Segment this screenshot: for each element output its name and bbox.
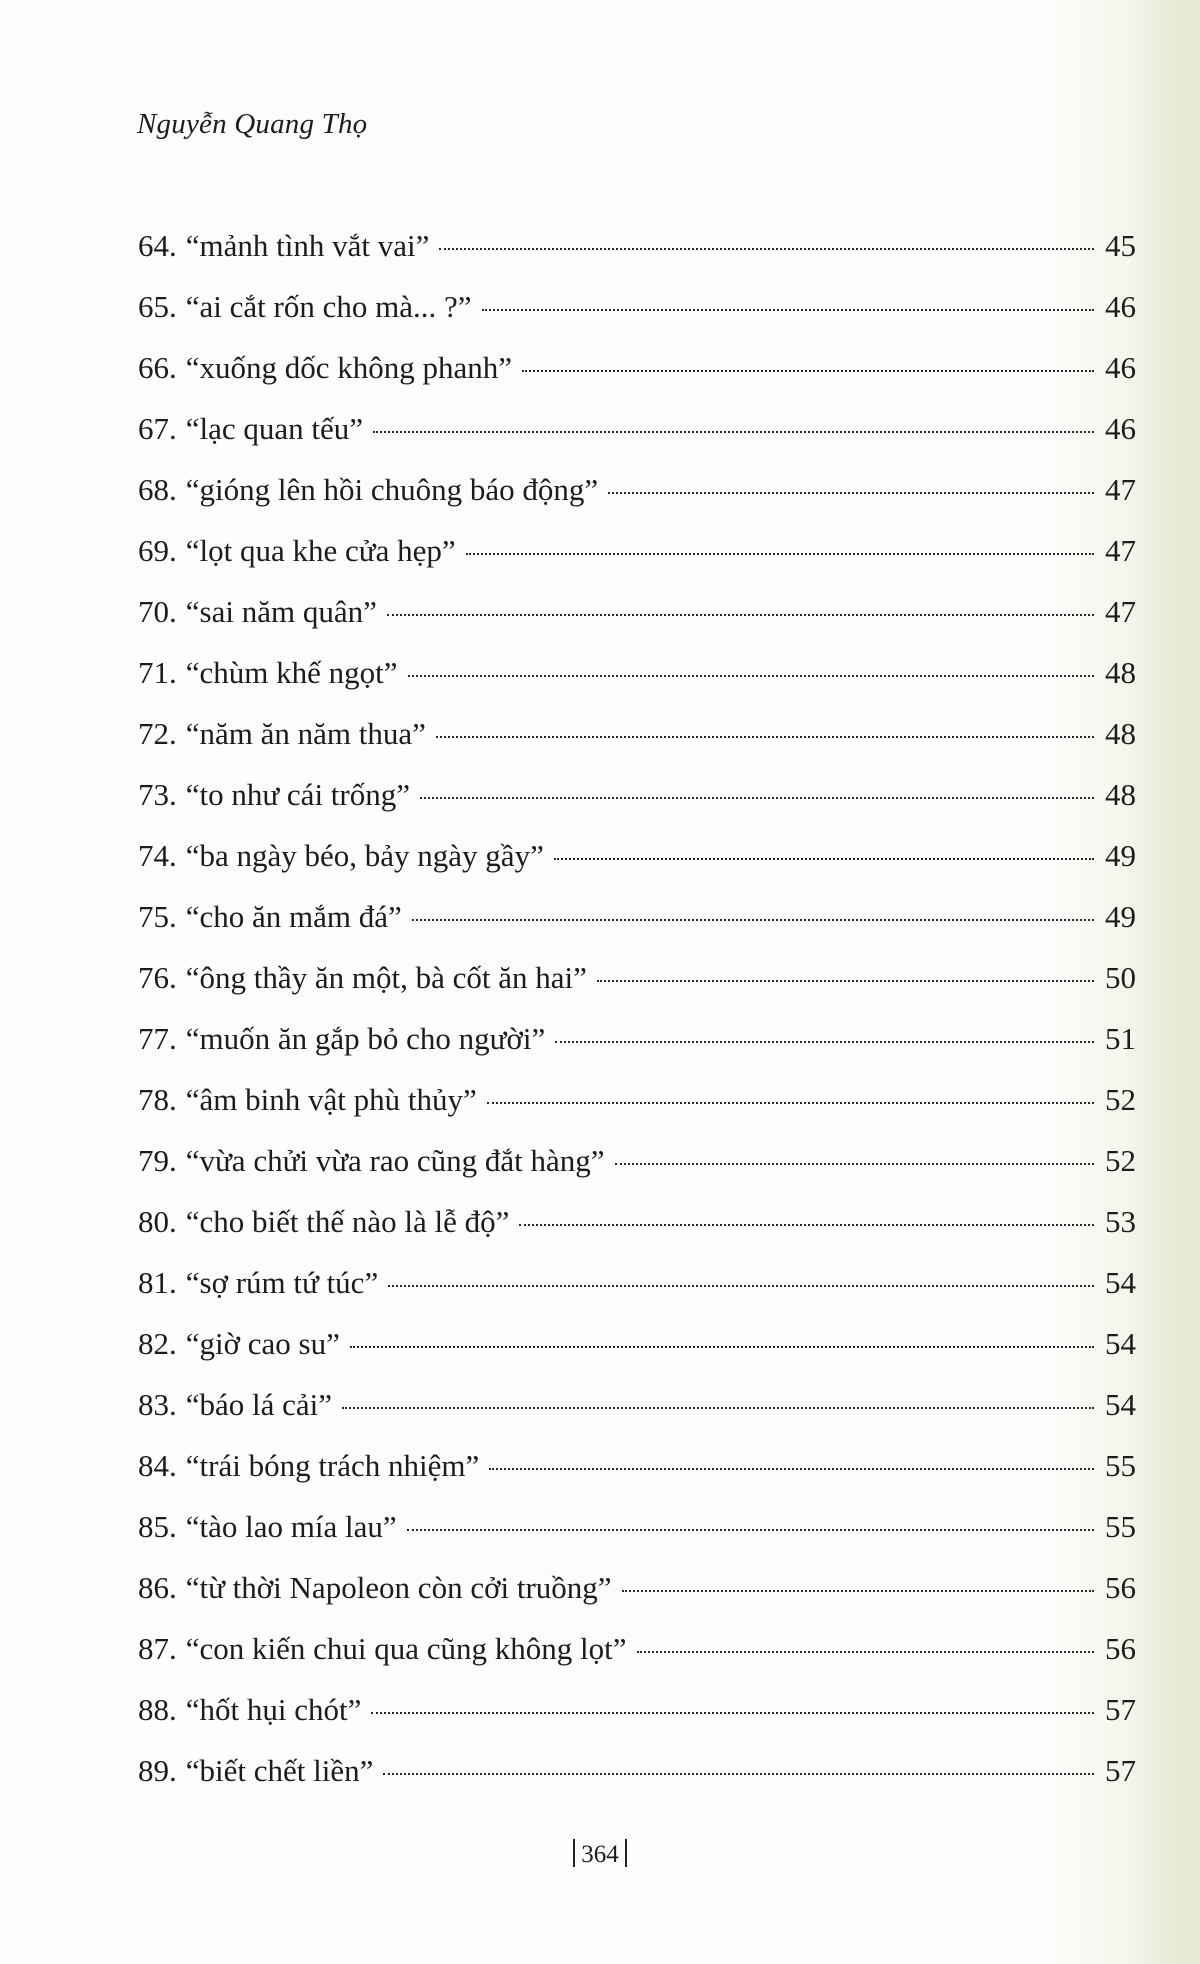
toc-entry-title: “hốt hụi chót” [185, 1692, 362, 1727]
toc-entry [138, 1008, 1136, 1069]
toc-entry-number: 79. [138, 1143, 177, 1178]
toc-entry-page: 54 [1105, 1387, 1136, 1422]
toc-entry-page: 45 [1105, 228, 1136, 263]
dot-leader [420, 797, 1094, 799]
toc-entry-title: “giờ cao su” [185, 1326, 340, 1361]
toc-entry-title: “ba ngày béo, bảy ngày gầy” [185, 838, 544, 873]
dot-leader [555, 1041, 1094, 1043]
toc-entry-title: “to như cái trống” [185, 777, 411, 812]
dot-leader [482, 309, 1095, 311]
toc-entry-page: 54 [1105, 1326, 1136, 1361]
toc-entry-page: 49 [1105, 838, 1136, 873]
dot-leader [615, 1163, 1094, 1165]
toc-entry-number: 86. [138, 1570, 177, 1605]
footer-right-rule [625, 1839, 627, 1867]
toc-entry-page: 47 [1105, 594, 1136, 629]
toc-entry [138, 1557, 1136, 1618]
dot-leader [408, 675, 1094, 677]
dot-leader [412, 919, 1094, 921]
toc-entry-number: 78. [138, 1082, 177, 1117]
toc-entry-title: “lạc quan tếu” [185, 411, 364, 446]
toc-entry-title: “ai cắt rốn cho mà... ?” [185, 289, 472, 324]
running-header-author: Nguyễn Quang Thọ [137, 108, 368, 140]
dot-leader [554, 858, 1094, 860]
toc-entry-page: 55 [1105, 1509, 1136, 1544]
dot-leader [373, 431, 1094, 433]
toc-entry-number: 65. [138, 289, 177, 324]
toc-entry-title: “lọt qua khe cửa hẹp” [185, 533, 456, 568]
toc-entry [138, 398, 1136, 459]
dot-leader [439, 248, 1094, 250]
toc-entry-title: “sợ rúm tứ túc” [185, 1265, 379, 1300]
toc-entry [138, 642, 1136, 703]
toc-entry-title: “năm ăn năm thua” [185, 716, 426, 751]
dot-leader [466, 553, 1094, 555]
toc-entry-page: 50 [1105, 960, 1136, 995]
toc-entry-number: 85. [138, 1509, 177, 1544]
toc-entry-page: 57 [1105, 1692, 1136, 1727]
toc-entry-page: 52 [1105, 1143, 1136, 1178]
footer-left-rule [573, 1839, 575, 1867]
toc-entry-number: 76. [138, 960, 177, 995]
toc-entry [138, 886, 1136, 947]
toc-entry-page: 53 [1105, 1204, 1136, 1239]
page-footer [0, 1839, 1200, 1869]
toc-entry [138, 581, 1136, 642]
toc-entry-number: 66. [138, 350, 177, 385]
dot-leader [436, 736, 1094, 738]
toc-entry-number: 74. [138, 838, 177, 873]
dot-leader [342, 1407, 1094, 1409]
toc-entry-title: “âm binh vật phù thủy” [185, 1082, 477, 1117]
toc-entry [138, 1191, 1136, 1252]
toc-entry-number: 69. [138, 533, 177, 568]
toc-entry [138, 825, 1136, 886]
toc-entry-title: “mảnh tình vắt vai” [185, 228, 430, 263]
toc-entry-page: 52 [1105, 1082, 1136, 1117]
dot-leader [608, 492, 1094, 494]
toc-entry-number: 64. [138, 228, 177, 263]
toc-entry-title: “sai năm quân” [185, 594, 377, 629]
toc-entry-title: “con kiến chui qua cũng không lọt” [185, 1631, 627, 1666]
toc-entry [138, 1252, 1136, 1313]
toc-entry-number: 83. [138, 1387, 177, 1422]
toc-entry-number: 84. [138, 1448, 177, 1483]
toc-entry-number: 80. [138, 1204, 177, 1239]
toc-entry-page: 54 [1105, 1265, 1136, 1300]
toc-entry-page: 48 [1105, 777, 1136, 812]
toc-entry-number: 88. [138, 1692, 177, 1727]
toc-entry-title: “ông thầy ăn một, bà cốt ăn hai” [185, 960, 587, 995]
page-number: 364 [581, 1841, 619, 1868]
dot-leader [489, 1468, 1094, 1470]
dot-leader [622, 1590, 1094, 1592]
toc-entry-page: 48 [1105, 655, 1136, 690]
toc-entry-number: 72. [138, 716, 177, 751]
toc-entry-number: 81. [138, 1265, 177, 1300]
toc-entry-page: 56 [1105, 1631, 1136, 1666]
toc-entry-number: 82. [138, 1326, 177, 1361]
toc-entry [138, 459, 1136, 520]
toc-entry-title: “cho ăn mắm đá” [185, 899, 402, 934]
toc-entry-number: 73. [138, 777, 177, 812]
dot-leader [637, 1651, 1094, 1653]
toc-entry-number: 87. [138, 1631, 177, 1666]
toc-entry [138, 764, 1136, 825]
toc-entry-number: 70. [138, 594, 177, 629]
toc-entry [138, 1374, 1136, 1435]
toc-entry-title: “chùm khế ngọt” [185, 655, 398, 690]
toc-entry-page: 49 [1105, 899, 1136, 934]
toc-entry-title: “biết chết liền” [185, 1753, 374, 1788]
toc-entry-page: 56 [1105, 1570, 1136, 1605]
toc-entry-number: 67. [138, 411, 177, 446]
toc-entry-page: 46 [1105, 350, 1136, 385]
toc-entry-page: 57 [1105, 1753, 1136, 1788]
toc-entry-title: “xuống dốc không phanh” [185, 350, 513, 385]
toc-entry-title: “trái bóng trách nhiệm” [185, 1448, 480, 1483]
toc-entry [138, 1679, 1136, 1740]
toc-entry [138, 520, 1136, 581]
toc-entry-page: 55 [1105, 1448, 1136, 1483]
dot-leader [387, 614, 1094, 616]
toc-entry [138, 1069, 1136, 1130]
toc-entry-page: 46 [1105, 411, 1136, 446]
toc-entry [138, 276, 1136, 337]
toc-entry-page: 47 [1105, 472, 1136, 507]
toc-entry-page: 47 [1105, 533, 1136, 568]
toc-entry-page: 48 [1105, 716, 1136, 751]
toc-entry [138, 337, 1136, 398]
toc-entry-title: “từ thời Napoleon còn cởi truồng” [185, 1570, 612, 1605]
toc-entry [138, 1435, 1136, 1496]
toc-entry [138, 1618, 1136, 1679]
dot-leader [522, 370, 1094, 372]
toc-entry-title: “gióng lên hồi chuông báo động” [185, 472, 599, 507]
toc-entry [138, 947, 1136, 1008]
dot-leader [350, 1346, 1094, 1348]
dot-leader [388, 1285, 1094, 1287]
toc-entry [138, 1740, 1136, 1801]
toc-entry-number: 77. [138, 1021, 177, 1056]
toc-entry-page: 51 [1105, 1021, 1136, 1056]
toc-entry-page: 46 [1105, 289, 1136, 324]
toc-entry-title: “báo lá cải” [185, 1387, 333, 1422]
dot-leader [487, 1102, 1094, 1104]
table-of-contents [138, 215, 1136, 1801]
toc-entry-title: “tào lao mía lau” [185, 1509, 397, 1544]
toc-entry [138, 215, 1136, 276]
toc-entry-title: “vừa chửi vừa rao cũng đắt hàng” [185, 1143, 605, 1178]
dot-leader [383, 1773, 1094, 1775]
toc-entry-title: “muốn ăn gắp bỏ cho người” [185, 1021, 546, 1056]
toc-entry-number: 75. [138, 899, 177, 934]
toc-entry [138, 703, 1136, 764]
toc-entry-number: 71. [138, 655, 177, 690]
dot-leader [407, 1529, 1094, 1531]
toc-entry [138, 1496, 1136, 1557]
dot-leader [519, 1224, 1094, 1226]
dot-leader [371, 1712, 1094, 1714]
toc-entry [138, 1130, 1136, 1191]
toc-entry-title: “cho biết thế nào là lễ độ” [185, 1204, 510, 1239]
toc-entry [138, 1313, 1136, 1374]
dot-leader [597, 980, 1094, 982]
toc-entry-number: 68. [138, 472, 177, 507]
toc-entry-number: 89. [138, 1753, 177, 1788]
